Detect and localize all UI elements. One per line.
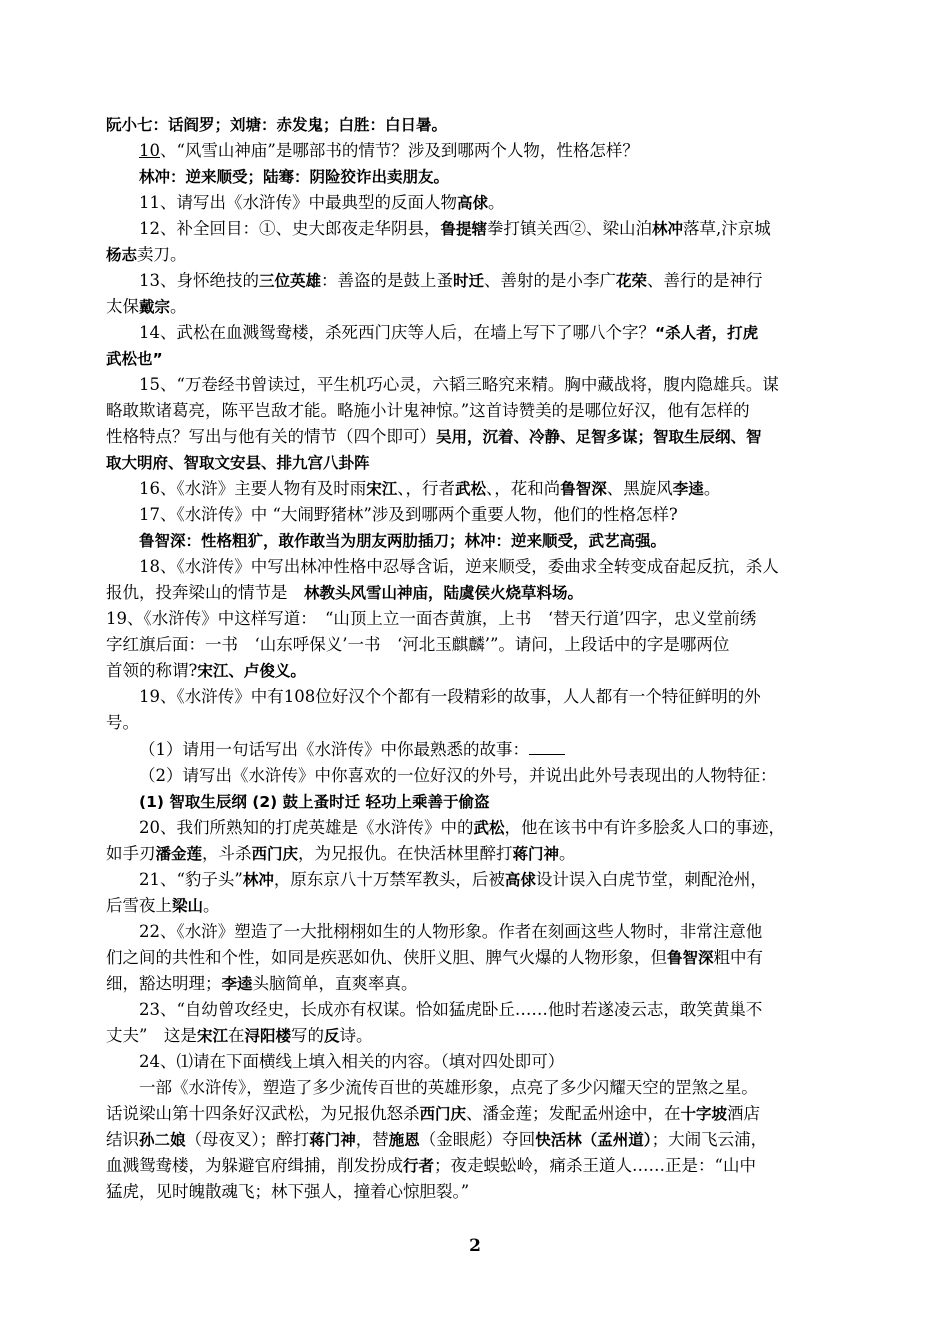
answer-text: 宋江 <box>366 480 398 498</box>
answer-text: 鲁提辖 <box>440 220 488 238</box>
text-line <box>106 971 851 997</box>
answer-text: 武松 <box>473 819 505 837</box>
answer-text: 林冲：逆来顺受；陆骞：阴险狡诈出卖朋友。 <box>139 168 450 186</box>
page-number: 2 <box>469 1236 481 1256</box>
answer-text: 梁山 <box>172 897 204 915</box>
question-text: 13、身怀绝技的 <box>139 271 259 290</box>
question-text: 卖刀。 <box>137 245 187 264</box>
question-text: 诗。 <box>339 1026 373 1045</box>
question-text: 19、《水浒传》中这样写道： “山顶上立一面杏黄旗，上书 ‘替天行道’四字，忠义堂前绣 <box>106 609 757 628</box>
question-text: 后雪夜上 <box>106 896 172 915</box>
text-line <box>106 554 851 580</box>
answer-text: 西门庆 <box>419 1105 467 1123</box>
answer-text: 十字坡 <box>680 1105 728 1123</box>
question-text: 太保 <box>106 297 139 316</box>
question-text: 24、⑴请在下面横线上填入相关的内容。（填对四处即可） <box>139 1052 565 1071</box>
text-line <box>106 1101 851 1127</box>
question-text: 22、《水浒》塑造了一大批栩栩如生的人物形象。作者在刻画这些人物时，非常注意他 <box>139 922 763 941</box>
text-line <box>106 841 851 867</box>
question-text: 10 <box>139 141 160 160</box>
question-text: 、，行者 <box>397 479 456 498</box>
text-line <box>106 789 851 815</box>
answer-text: “杀人者，打虎 <box>655 324 759 342</box>
text-line <box>106 450 851 476</box>
question-text: 15、“万卷经书曾读过，平生机巧心灵，六韬三略究来精。胸中藏战将，腹内隐雄兵。谋 <box>139 375 779 394</box>
answer-text: 宋江、卢俊义。 <box>197 662 306 680</box>
question-text: 17、《水浒传》中 “大闹野猪林”涉及到哪两个重要人物，他们的性格怎样? <box>139 505 678 524</box>
answer-text: 浔阳楼 <box>244 1027 291 1045</box>
answer-text: 潘金莲 <box>155 845 203 863</box>
answer-text: 李逵 <box>672 480 704 498</box>
question-text: 、，花和尚 <box>486 479 561 498</box>
text-line <box>106 164 851 190</box>
question-text: 。 <box>203 896 220 915</box>
question-text: 20、我们所熟知的打虎英雄是《水浒传》中的 <box>139 818 474 837</box>
text-line <box>106 580 851 606</box>
question-text: ，斗杀 <box>202 844 252 863</box>
question-text: （母夜叉）；醉打 <box>185 1130 310 1149</box>
question-text: 血溅鸳鸯楼，为躲避官府缉捕，削发扮成 <box>106 1156 403 1175</box>
answer-blank <box>529 736 565 755</box>
answer-text: 戴宗 <box>139 298 171 316</box>
answer-text: (1) 智取生辰纲 (2) 鼓上蚤时迁 轻功上乘善于偷盗 <box>139 793 490 811</box>
answer-text: 杨志 <box>106 246 138 264</box>
question-text: ，他在该书中有许多脍炙人口的事迹， <box>504 818 786 837</box>
question-text: 18、《水浒传》中写出林冲性格中忍辱含诟，逆来顺受，委曲求全转变成奋起反抗，杀人 <box>139 557 779 576</box>
answer-text: 武松也” <box>106 350 163 368</box>
answer-text: 时迁 <box>453 272 485 290</box>
question-text: ，原东京八十万禁军教头，后被 <box>273 870 505 889</box>
answer-text: 蒋门神 <box>512 845 560 863</box>
answer-text: 孙二娘 <box>139 1131 186 1149</box>
text-line <box>106 424 851 450</box>
question-text: 拳打镇关西②、梁山泊 <box>487 219 653 238</box>
question-text: 略敢欺诸葛亮，陈平岂敌才能。略施小计鬼神惊。”这首诗赞美的是哪位好汉，他有怎样的 <box>106 401 750 420</box>
answer-text: 李逵 <box>221 975 253 993</box>
text-line <box>106 242 851 268</box>
question-text: 。 <box>170 297 187 316</box>
question-text: （金眼彪）夺回 <box>419 1130 536 1149</box>
question-text: ；大闹飞云浦， <box>651 1130 768 1149</box>
question-text: 猛虎，见时魄散魂飞；林下强人，撞着心惊胆裂。” <box>106 1182 470 1201</box>
answer-text: 高俅 <box>504 871 536 889</box>
text-line <box>106 476 851 502</box>
text-line <box>106 1153 851 1179</box>
question-text: （1）请用一句话写出《水浒传》中你最熟悉的故事： <box>139 740 529 759</box>
answer-text: 取大明府、智取文安县、排九宫八卦阵 <box>106 454 370 472</box>
question-text: 14、武松在血溅鸳鸯楼，杀死西门庆等人后，在墙上写下了哪八个字？ <box>139 323 655 342</box>
text-line <box>106 1179 851 1205</box>
text-line <box>106 138 851 164</box>
text-line <box>106 502 851 528</box>
question-text: ：善盗的是鼓上蚤 <box>321 271 454 290</box>
text-line <box>106 1075 851 1101</box>
question-text: 话说梁山第十四条好汉武松，为兄报仇怒杀 <box>106 1104 420 1123</box>
answer-text: 林冲 <box>242 871 274 889</box>
text-line <box>106 1127 851 1153</box>
question-text: 。 <box>703 479 721 498</box>
text-line <box>106 763 851 789</box>
question-text: 设计误入白虎节堂，刺配沧州， <box>535 870 767 889</box>
document-body <box>106 112 851 1205</box>
text-line <box>106 528 851 554</box>
question-text: 16、《水浒》主要人物有及时雨 <box>139 479 367 498</box>
answer-text: 蒋门神 <box>309 1131 356 1149</box>
question-text: 头脑简单，直爽率真。 <box>252 974 418 993</box>
question-text: （2）请写出《水浒传》中你喜欢的一位好汉的外号，并说出此外号表现出的人物特征： <box>139 766 777 785</box>
answer-text: 鲁智深：性格粗犷，敢作敢当为朋友两肋插刀；林冲：逆来顺受，武艺高强。 <box>139 532 667 550</box>
question-text: 们之间的共性和个性，如同是疾恶如仇、侠肝义胆、脾气火爆的人物形象，但 <box>106 948 667 967</box>
question-text: ；夜走蜈蚣岭，痛杀王道人……正是：“山中 <box>434 1156 756 1175</box>
text-line <box>106 658 851 684</box>
question-text: 19、《水浒传》中有108位好汉个个都有一段精彩的故事，人人都有一个特征鲜明的外 <box>139 687 761 706</box>
answer-text: 三位英雄 <box>259 272 322 290</box>
answer-text: 反 <box>323 1027 340 1045</box>
question-text: 写的 <box>290 1026 324 1045</box>
text-line <box>106 710 851 736</box>
answer-text: 西门庆 <box>251 845 299 863</box>
question-text: 丈夫” 这是 <box>106 1026 197 1045</box>
question-text: 11、请写出《水浒传》中最典型的反面人物 <box>139 193 457 212</box>
question-text: 、善射的是小李广 <box>484 271 617 290</box>
text-line <box>106 893 851 919</box>
text-line <box>106 1049 851 1075</box>
text-line <box>106 190 851 216</box>
question-text: 酒店 <box>727 1104 761 1123</box>
text-line <box>106 736 851 763</box>
answer-text: 快活林（孟州道） <box>535 1131 652 1149</box>
answer-text: 花荣 <box>616 272 648 290</box>
question-text: 、善行的是神行 <box>647 271 763 290</box>
question-text: 、潘金莲；发配孟州途中，在 <box>466 1104 681 1123</box>
answer-text: 吴用，沉着、冷静、足智多谋；智取生辰纲、智 <box>436 428 762 446</box>
answer-text: 鲁智深 <box>560 480 607 498</box>
question-text: 12、补全回目：①、史大郎夜走华阴县， <box>139 219 441 238</box>
question-text: 报仇，投奔梁山的情节是 <box>106 583 304 602</box>
text-line <box>106 815 851 841</box>
answer-text: 林冲 <box>652 220 684 238</box>
question-text: 首领的称谓? <box>106 661 198 680</box>
text-line <box>106 216 851 242</box>
answer-text: 武松 <box>455 480 487 498</box>
question-text: 粗中有 <box>713 948 764 967</box>
question-text: 性格特点？写出与他有关的情节（四个即可） <box>106 427 436 446</box>
answer-text: 施恩 <box>388 1131 420 1149</box>
text-line <box>106 268 851 294</box>
answer-text: 行者 <box>403 1157 435 1175</box>
question-text: 、黑旋风 <box>606 479 673 498</box>
text-line <box>106 919 851 945</box>
question-text: 落草,汴京城 <box>683 219 771 238</box>
answer-text: 阮小七：话阎罗；刘塘：赤发鬼；白胜：白日暑。 <box>106 116 448 134</box>
answer-text: 宋江 <box>196 1027 228 1045</box>
answer-text: 鲁智深 <box>667 949 714 967</box>
question-text: 一部《水浒传》，塑造了多少流传百世的英雄形象，点亮了多少闪耀天空的罡煞之星。 <box>139 1078 758 1097</box>
text-line <box>106 1023 851 1049</box>
question-text: 如手刃 <box>106 844 156 863</box>
question-text: 在 <box>227 1026 245 1045</box>
question-text: 结识 <box>106 1130 139 1149</box>
answer-text: 高俅 <box>457 194 489 212</box>
text-line <box>106 945 851 971</box>
text-line <box>106 398 851 424</box>
question-text: 细，豁达明理； <box>106 974 222 993</box>
text-line <box>106 606 851 632</box>
text-line <box>106 684 851 710</box>
text-line <box>106 867 851 893</box>
question-text: ，替 <box>355 1130 389 1149</box>
question-text: ，为兄报仇。在快活林里醉打 <box>298 844 513 863</box>
text-line <box>106 346 851 372</box>
question-text: 号。 <box>106 713 139 732</box>
question-text: 23、“自幼曾攻经史，长成亦有权谋。恰如猛虎卧丘……他时若遂凌云志，敢笑黄巢不 <box>139 1000 763 1019</box>
text-line <box>106 997 851 1023</box>
answer-text: 林教头风雪山神庙，陆虞侯火烧草料场。 <box>304 584 584 602</box>
question-text: 字红旗后面：一书 ‘山东呼保义’一书 ‘河北玉麒麟’”。请问，上段话中的字是哪两位 <box>106 635 730 654</box>
text-line <box>106 294 851 320</box>
text-line <box>106 372 851 398</box>
question-text: 。 <box>559 844 576 863</box>
question-text: 21、“豹子头” <box>139 870 243 889</box>
text-line <box>106 320 851 346</box>
question-text: 。 <box>488 193 505 212</box>
question-text: 、“风雪山神庙”是哪部书的情节？涉及到哪两个人物，性格怎样？ <box>160 141 639 160</box>
text-line <box>106 632 851 658</box>
text-line <box>106 112 851 138</box>
